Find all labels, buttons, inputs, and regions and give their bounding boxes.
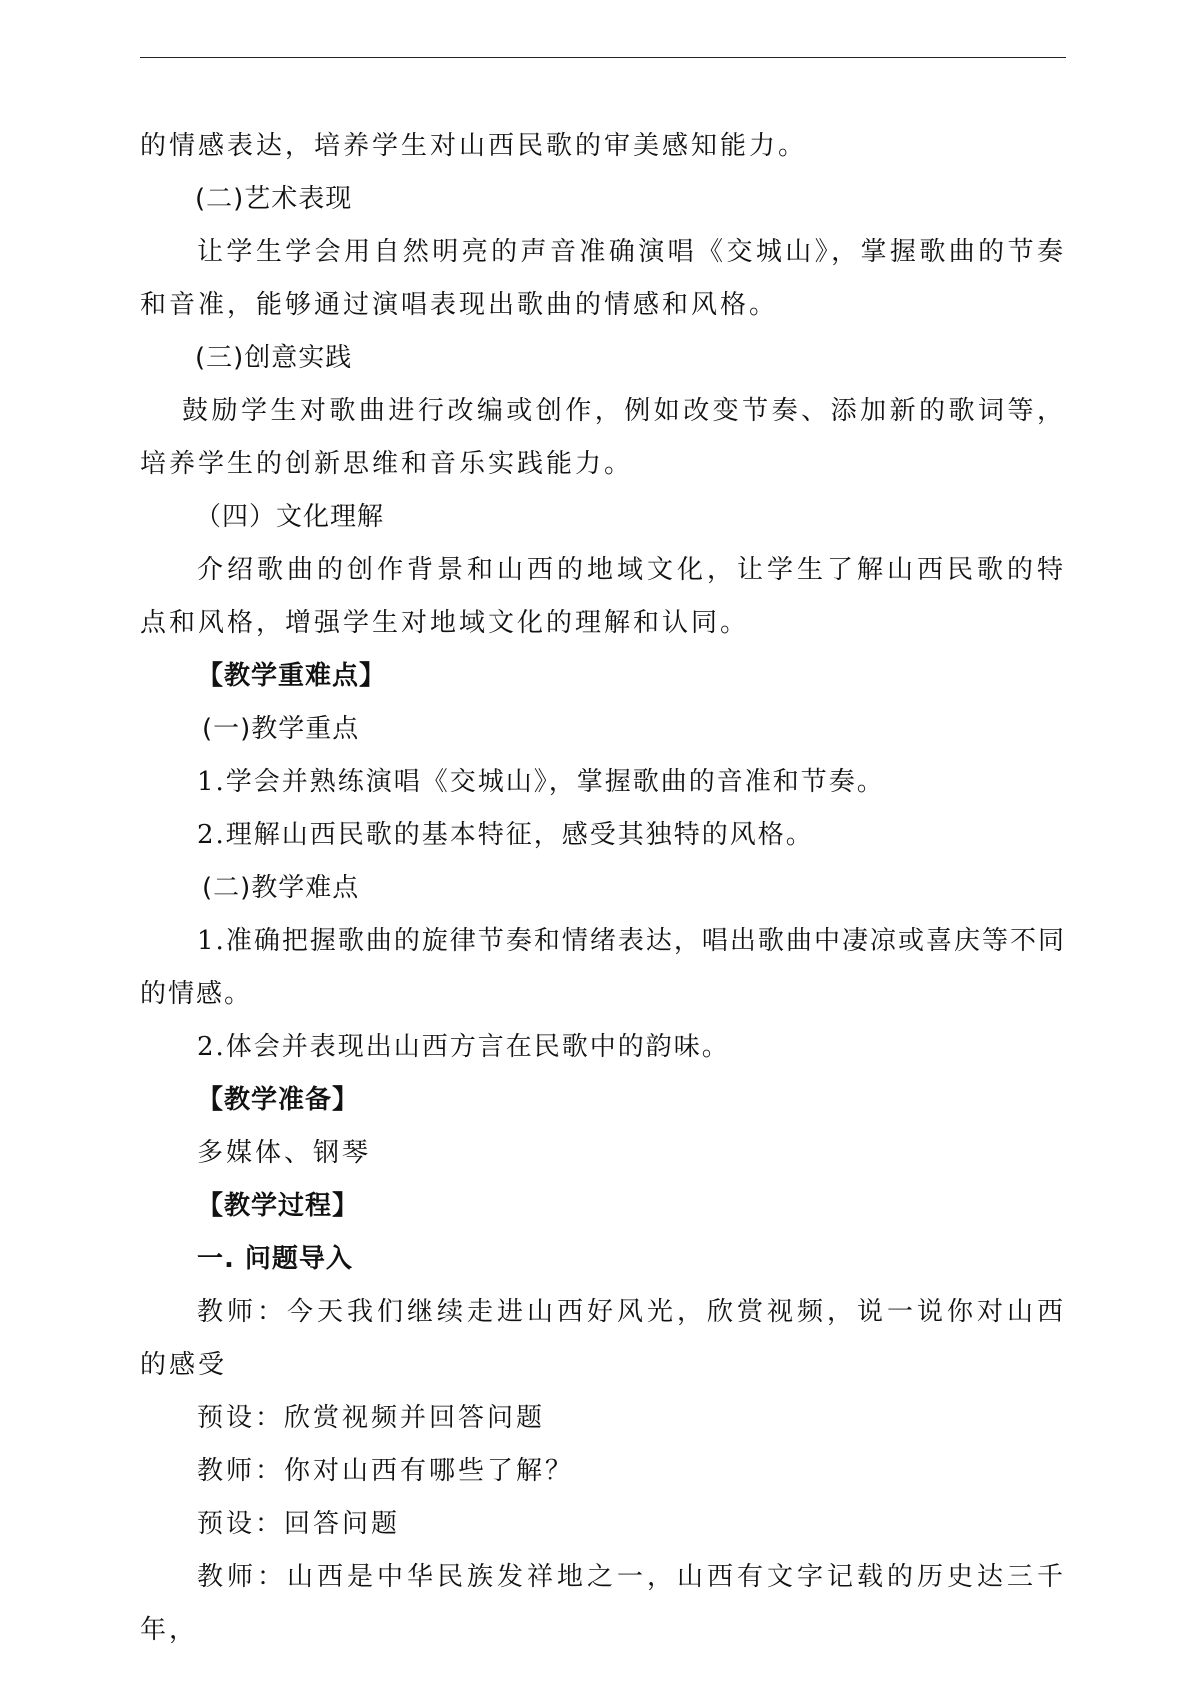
heading-process: 【教学过程】 bbox=[197, 1191, 360, 1221]
header-rule bbox=[140, 57, 1066, 58]
subheading-teaching-difficulty: (二)教学难点 bbox=[202, 873, 360, 903]
paragraph-teacher-3: 教师：山西是中华民族发祥地之一，山西有文字记载的历史达三千年， bbox=[140, 1562, 1066, 1645]
list-item-difficulty-2: 2.体会并表现出山西方言在民歌中的韵味。 bbox=[197, 1032, 730, 1062]
paragraph-culture: 介绍歌曲的创作背景和山西的地域文化，让学生了解山西民歌的特点和风格，增强学生对地域文化的理解和认同。 bbox=[140, 555, 1066, 638]
subheading-culture: （四）文化理解 bbox=[195, 502, 385, 532]
paragraph-preset-2: 预设：回答问题 bbox=[197, 1509, 401, 1539]
heading-preparation: 【教学准备】 bbox=[197, 1085, 360, 1115]
paragraph-preset-1: 预设：欣赏视频并回答问题 bbox=[197, 1403, 546, 1433]
paragraph-teacher-2: 教师：你对山西有哪些了解？ bbox=[197, 1456, 575, 1486]
subheading-teaching-focus: (一)教学重点 bbox=[202, 714, 360, 744]
subheading-art-expression: (二)艺术表现 bbox=[195, 184, 353, 214]
list-item-focus-1: 1.学会并熟练演唱《交城山》，掌握歌曲的音准和节奏。 bbox=[197, 767, 885, 797]
heading-key-points: 【教学重难点】 bbox=[197, 661, 387, 691]
list-item-difficulty-1: 1.准确把握歌曲的旋律节奏和情绪表达，唱出歌曲中凄凉或喜庆等不同的情感。 bbox=[140, 926, 1066, 1009]
paragraph-creative-practice: 鼓励学生对歌曲进行改编或创作，例如改变节奏、添加新的歌词等，培养学生的创新思维和音乐实践能力。 bbox=[140, 396, 1066, 479]
document-body bbox=[140, 120, 1066, 1657]
heading-intro: 一. 问题导入 bbox=[197, 1244, 353, 1274]
paragraph-aesthetic-cont: 的情感表达，培养学生对山西民歌的审美感知能力。 bbox=[140, 131, 808, 161]
subheading-creative-practice: (三)创意实践 bbox=[195, 343, 353, 373]
paragraph-teacher-1: 教师：今天我们继续走进山西好风光，欣赏视频，说一说你对山西的感受 bbox=[140, 1297, 1066, 1380]
paragraph-art-expression: 让学生学会用自然明亮的声音准确演唱《交城山》，掌握歌曲的节奏和音准，能够通过演唱表现出歌曲的情感和风格。 bbox=[140, 237, 1066, 320]
list-item-focus-2: 2.理解山西民歌的基本特征，感受其独特的风格。 bbox=[197, 820, 814, 850]
paragraph-preparation: 多媒体、钢琴 bbox=[197, 1138, 372, 1168]
